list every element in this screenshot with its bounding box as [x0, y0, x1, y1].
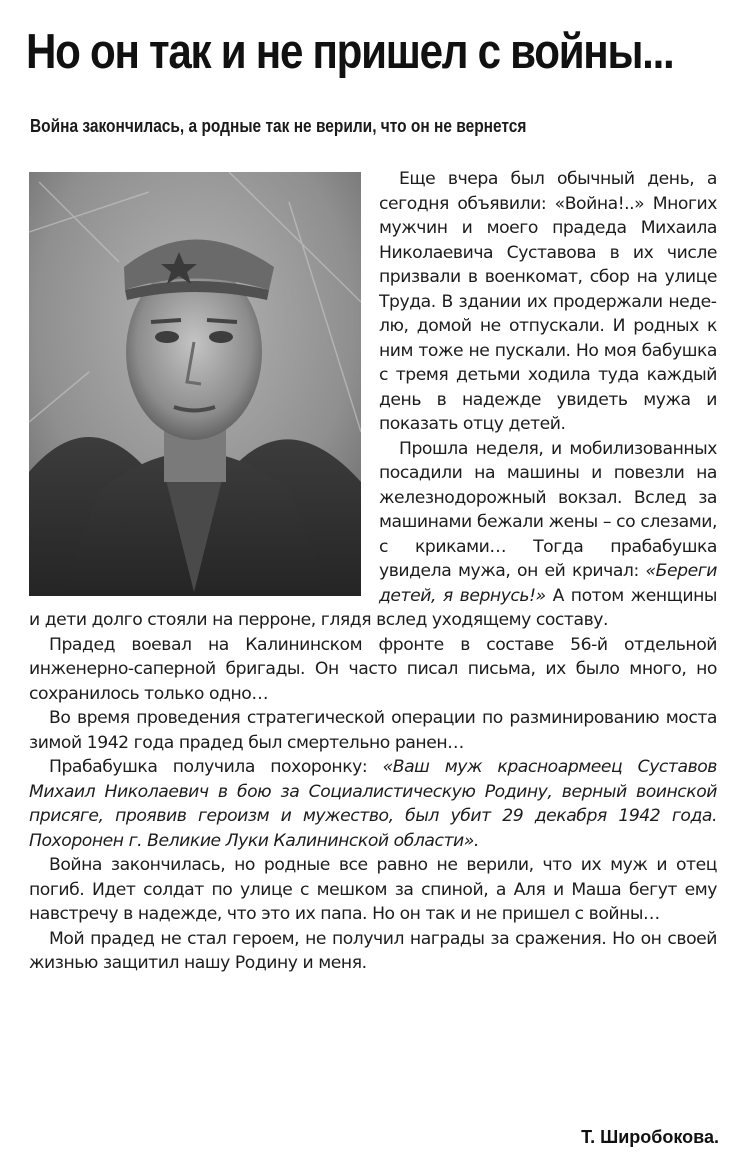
paragraph	[29, 755, 717, 853]
soldier-portrait-photo	[29, 172, 361, 596]
quote-text: «Береги детей, я вернусь!»	[379, 561, 717, 606]
paragraph-text: Прабабушка получила похоронку:	[49, 757, 383, 777]
paragraph: Война закончилась, но родные все равно не верили, что их муж и отец погиб. Идет солдат по улице с мешком за спиной, а Аля и Маша бегут ему навстречу в надежде, что это их папа. Но он так и не пришел с войны…	[29, 855, 717, 924]
paragraph-text: Прошла неделя, и мобилизованных посадили на машины и повезли на железнодорожный вокзал. Вслед за машинами бежали жены – со слезами, с криками… Тогда прабабушка увидела мужа, он ей кричал:	[379, 438, 717, 581]
paragraph: Прадед воевал на Калининском фронте в составе 56-й отдельной инженерно-саперной бригады. Он часто писал письма, их было много, но сохранилось только одно…	[29, 634, 717, 704]
portrait-image	[29, 172, 361, 596]
paragraph-text: А потом женщины и дети долго стояли на перроне, глядя вслед уходящему составу.	[29, 585, 717, 630]
quote-text: «Ваш муж красноармеец Суставов Михаил Николаевич в бою за Социалистическую Родину, верный воинской присяге, проявив героизм и мужество, был убит 29 декабря 1942 года. Похоронен г. Великие Луки Калининской области».	[29, 757, 717, 851]
author-signature: Т. Широбокова.	[581, 1127, 719, 1147]
paragraph: Во время проведения стратегической операции по разминированию моста зимой 1942 года прадед был смертельно ранен…	[29, 708, 717, 753]
subheadline: Война закончилась, а родные так не верили, что он не вернется	[30, 116, 527, 136]
paragraph: Еще вчера был обычный день, а сегодня объявили: «Война!..» Многих мужчин и моего прадеда Михаила Николаевича Суставова в их числе призвали в военкомат, сбор на улице Труда. В здании их продержали неделю, домой не отпускали. И родных к ним тоже не пускали. Но моя бабушка с тремя детьми ходила туда каждый день в надежде увидеть мужа и показать отцу детей.	[379, 169, 717, 434]
article-body	[29, 167, 717, 976]
headline: Но он так и не пришел с войны...	[26, 25, 674, 79]
paragraph: Мой прадед не стал героем, не получил награды за сражения. Но он своей жизнью защитил нашу Родину и меня.	[29, 928, 717, 973]
